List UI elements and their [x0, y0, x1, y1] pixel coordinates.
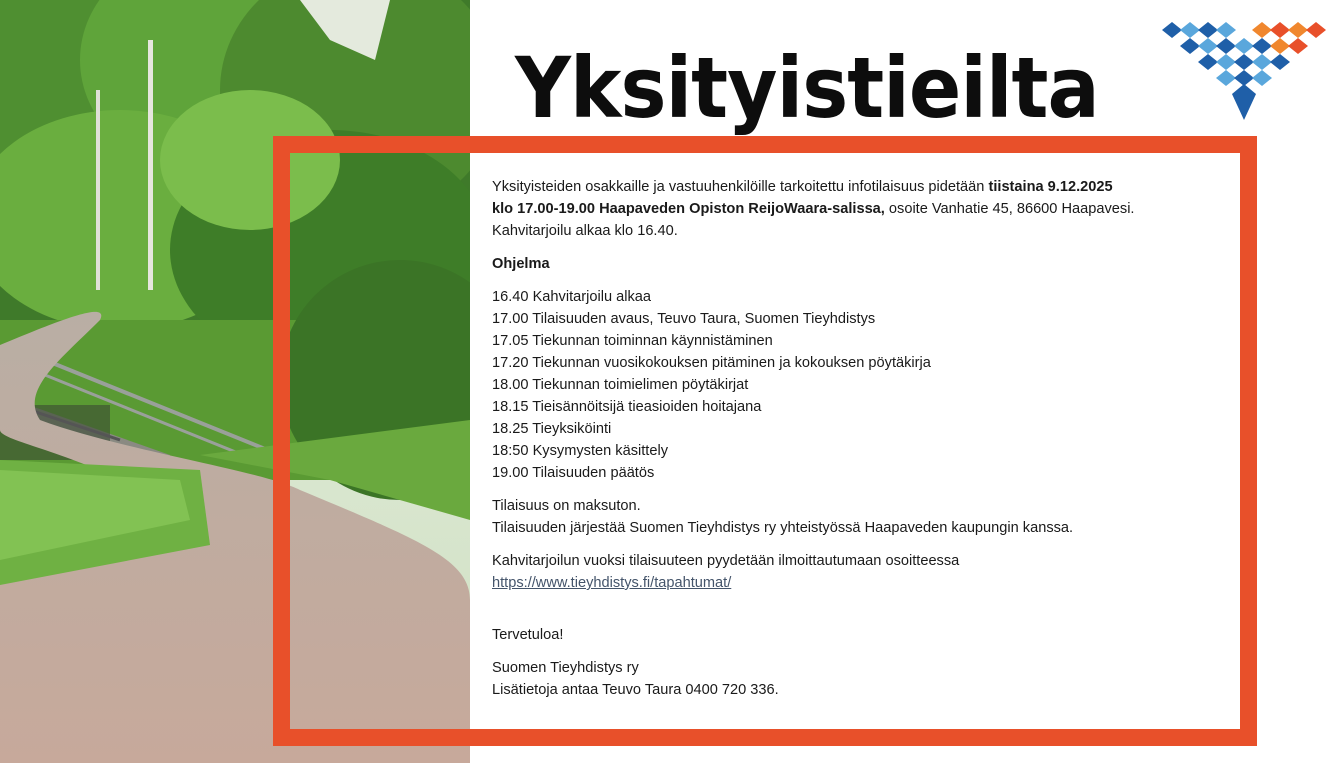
program-heading: Ohjelma [492, 256, 550, 272]
program-item: 19.00 Tilaisuuden päätös [492, 465, 655, 481]
free-event-text: Tilaisuus on maksuton. [492, 498, 641, 514]
intro-coffee: Kahvitarjoilu alkaa klo 16.40. [492, 223, 678, 239]
contact-text: Lisätietoja antaa Teuvo Taura 0400 720 336. [492, 682, 779, 698]
intro-address: osoite Vanhatie 45, 86600 Haapavesi. [884, 201, 1135, 217]
registration-text: Kahvitarjoilun vuoksi tilaisuuteen pyydetään ilmoittautumaan osoitteessa [492, 553, 960, 569]
signature-text: Suomen Tieyhdistys ry [492, 660, 639, 676]
tieyhdistys-logo-icon [1158, 18, 1330, 122]
program-item: 17.20 Tiekunnan vuosikokouksen pitäminen ja kokouksen pöytäkirja [492, 355, 931, 371]
program-item: 16.40 Kahvitarjoilu alkaa [492, 289, 652, 305]
program-item: 17.05 Tiekunnan toiminnan käynnistäminen [492, 333, 773, 349]
organizer-text: Tilaisuuden järjestää Suomen Tieyhdistys ry yhteistyössä Haapaveden kaupungin kanssa. [492, 520, 1074, 536]
intro-text: Yksityisteiden osakkaille ja vastuuhenkilöille tarkoitettu infotilaisuus pidetään [492, 179, 989, 195]
program-item: 18.25 Tieyksiköinti [492, 421, 612, 437]
program-item: 18.00 Tiekunnan toimielimen pöytäkirjat [492, 377, 749, 393]
event-text [492, 176, 1192, 701]
intro-paragraph [492, 176, 1192, 242]
program-item: 18:50 Kysymysten käsittely [492, 443, 669, 459]
page-title: Yksityistieilta [515, 39, 1099, 137]
welcome-text: Tervetuloa! [492, 627, 564, 643]
intro-date: tiistaina 9.12.2025 [988, 179, 1113, 195]
intro-time-place: klo 17.00-19.00 Haapaveden Opiston ReijoWaara-salissa, [492, 201, 885, 217]
program-item: 17.00 Tilaisuuden avaus, Teuvo Taura, Suomen Tieyhdistys [492, 311, 876, 327]
program-item: 18.15 Tieisännöitsijä tieasioiden hoitajana [492, 399, 762, 415]
registration-link[interactable]: https://www.tieyhdistys.fi/tapahtumat/ [492, 575, 732, 591]
